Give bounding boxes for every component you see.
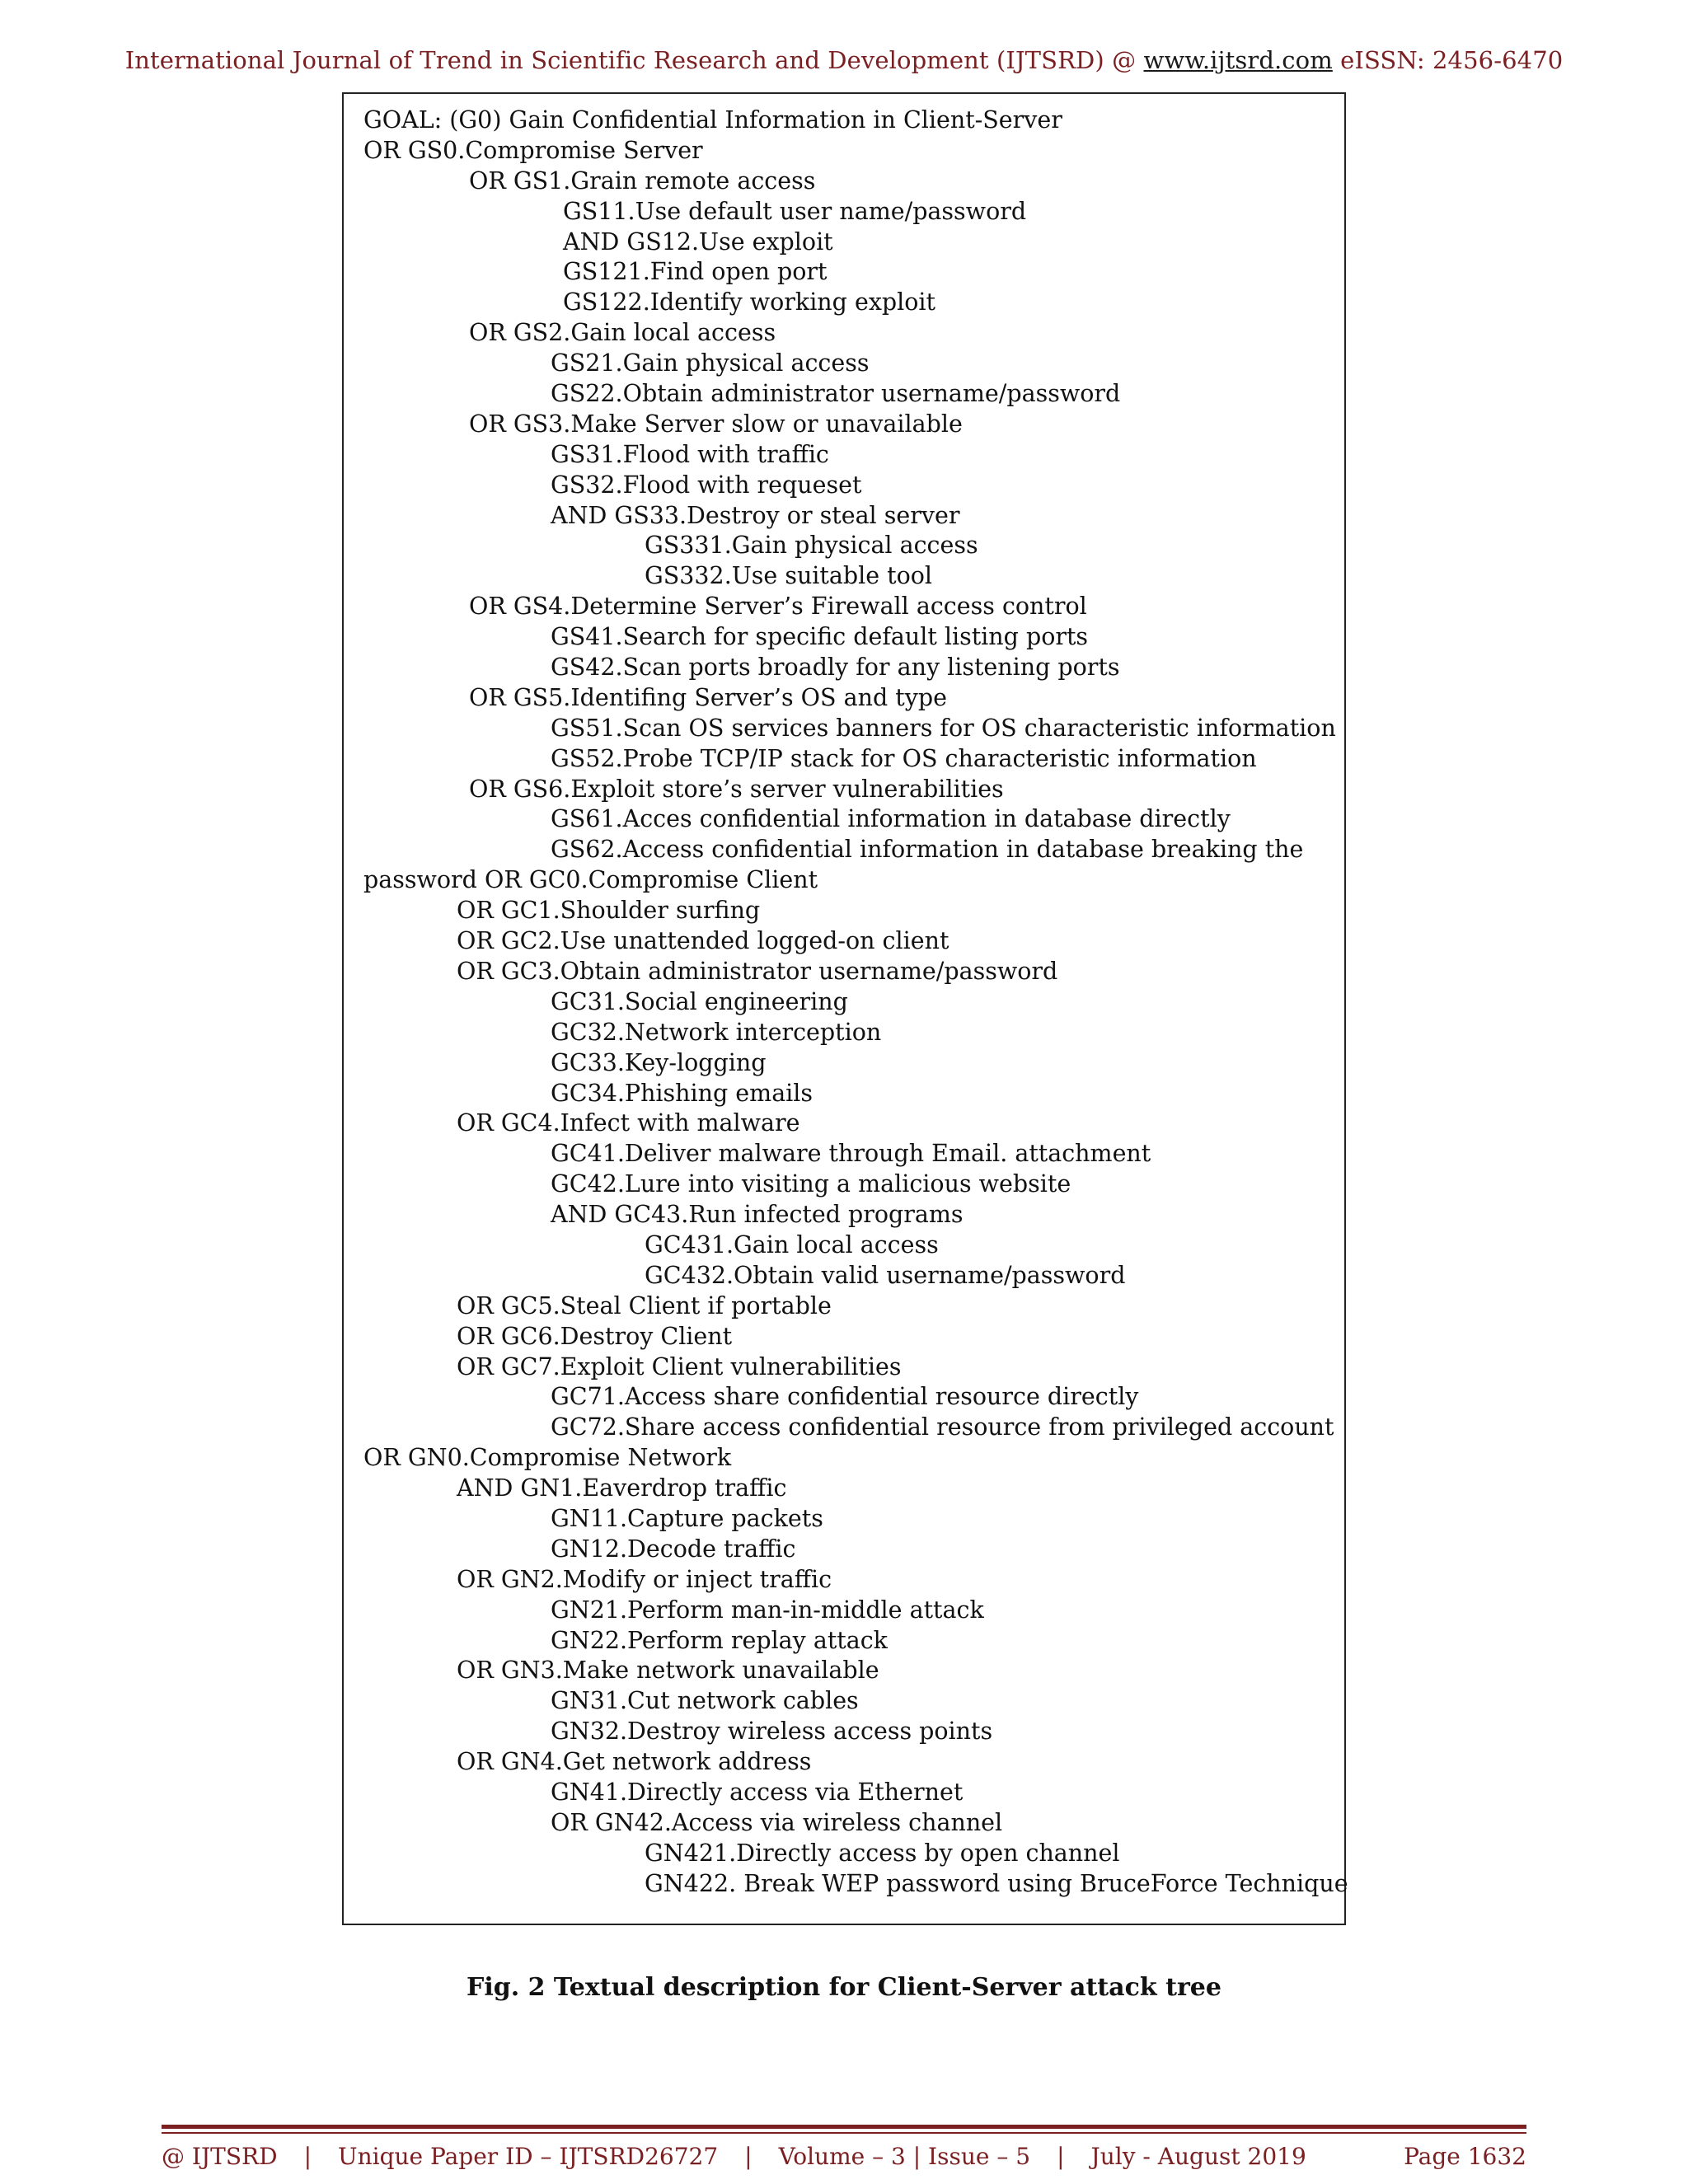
tree-line: GS41.Search for specific default listing ports — [551, 623, 1089, 651]
tree-line: OR GN2.Modify or inject traffic — [457, 1565, 832, 1593]
tree-line: password OR GC0.Compromise Client — [363, 866, 818, 894]
tree-line: GS32.Flood with requeset — [551, 471, 862, 499]
tree-line: GN41.Directly access via Ethernet — [551, 1778, 964, 1806]
tree-line: AND GS33.Destroy or steal server — [551, 501, 960, 529]
tree-line: GS61.Acces confidential information in database directly — [551, 805, 1231, 833]
tree-line: GN422. Break WEP password using BruceForce Technique — [645, 1869, 1348, 1897]
footer-rule — [162, 2125, 1526, 2129]
tree-line: GS22.Obtain administrator username/password — [551, 380, 1121, 408]
tree-line: OR GC2.Use unattended logged-on client — [457, 927, 950, 955]
attack-tree-text — [363, 105, 1348, 1900]
tree-line: OR GC3.Obtain administrator username/password — [457, 957, 1058, 985]
tree-line: GC432.Obtain valid username/password — [645, 1261, 1126, 1289]
attack-tree-figure — [342, 92, 1346, 1925]
page-footer — [162, 2139, 1526, 2172]
footer-page-number: Page 1632 — [1404, 2142, 1526, 2170]
tree-line: OR GC7.Exploit Client vulnerabilities — [457, 1352, 902, 1380]
tree-line: GC31.Social engineering — [551, 987, 848, 1015]
tree-line: GC42.Lure into visiting a malicious website — [551, 1170, 1071, 1198]
tree-line: GN32.Destroy wireless access points — [551, 1718, 993, 1746]
tree-line: GS121.Find open port — [563, 258, 828, 286]
tree-line: OR GS3.Make Server slow or unavailable — [469, 410, 963, 438]
figure-caption: Fig. 2 Textual description for Client-Server attack tree — [467, 1973, 1221, 2002]
tree-line: GC41.Deliver malware through Email. attachment — [551, 1140, 1151, 1168]
tree-line: OR GS1.Grain remote access — [469, 166, 816, 194]
running-header — [0, 46, 1688, 74]
tree-line: OR GS4.Determine Server’s Firewall access control — [469, 593, 1087, 621]
tree-line: GS51.Scan OS services banners for OS characteristic information — [551, 714, 1336, 742]
header-issn: eISSN: 2456-6470 — [1332, 46, 1564, 74]
tree-line: GS21.Gain physical access — [551, 349, 870, 377]
tree-line: OR GC4.Infect with malware — [457, 1109, 800, 1137]
tree-line: GS42.Scan ports broadly for any listening ports — [551, 654, 1120, 682]
tree-line: GS331.Gain physical access — [645, 532, 978, 560]
tree-line: AND GN1.Eaverdrop traffic — [457, 1474, 787, 1502]
tree-line: GN22.Perform replay attack — [551, 1626, 888, 1654]
tree-line: GN12.Decode traffic — [551, 1535, 796, 1563]
tree-line: GC33.Key-logging — [551, 1048, 767, 1076]
tree-line: GN21.Perform man-in-middle attack — [551, 1596, 984, 1624]
tree-line: GS62.Access confidential information in database breaking the — [551, 836, 1304, 864]
tree-line: OR GN4.Get network address — [457, 1748, 812, 1776]
footer-separator: | — [1057, 2142, 1065, 2170]
tree-line: OR GC1.Shoulder surfing — [457, 897, 761, 925]
tree-line: AND GS12.Use exploit — [563, 227, 833, 255]
tree-line: OR GS5.Identifing Server’s OS and type — [469, 683, 947, 711]
footer-date: July - August 2019 — [1090, 2142, 1306, 2170]
tree-line: GC32.Network interception — [551, 1018, 882, 1046]
tree-line: OR GS6.Exploit store’s server vulnerabilities — [469, 775, 1004, 803]
tree-line: OR GS0.Compromise Server — [363, 136, 703, 164]
footer-paper-id: Unique Paper ID – IJTSRD26727 — [338, 2142, 719, 2170]
tree-line: GC431.Gain local access — [645, 1230, 939, 1258]
tree-line: GS122.Identify working exploit — [563, 288, 935, 316]
tree-line: GOAL: (G0) Gain Confidential Information in Client-Server — [363, 106, 1062, 134]
tree-line: OR GN42.Access via wireless channel — [551, 1808, 1003, 1836]
tree-line: OR GC6.Destroy Client — [457, 1322, 733, 1350]
tree-line: GS52.Probe TCP/IP stack for OS characteristic information — [551, 744, 1257, 772]
tree-line: OR GN0.Compromise Network — [363, 1444, 732, 1472]
tree-line: OR GN3.Make network unavailable — [457, 1657, 879, 1685]
tree-line: GS11.Use default user name/password — [563, 197, 1027, 225]
journal-website-link[interactable]: www.ijtsrd.com — [1143, 46, 1333, 74]
tree-line: GN421.Directly access by open channel — [645, 1839, 1120, 1867]
tree-line: GN31.Cut network cables — [551, 1687, 859, 1715]
tree-line: GC71.Access share confidential resource directly — [551, 1383, 1139, 1411]
tree-line: AND GC43.Run infected programs — [551, 1201, 964, 1229]
footer-journal: @ IJTSRD — [162, 2142, 278, 2170]
footer-volume-issue: Volume – 3 | Issue – 5 — [778, 2142, 1031, 2170]
footer-left-group — [162, 2143, 1306, 2170]
tree-line: GS31.Flood with traffic — [551, 440, 829, 468]
tree-line: OR GS2.Gain local access — [469, 319, 776, 347]
tree-line: OR GC5.Steal Client if portable — [457, 1291, 832, 1319]
tree-line: GC72.Share access confidential resource from privileged account — [551, 1413, 1334, 1441]
footer-separator: | — [744, 2142, 753, 2170]
tree-line: GN11.Capture packets — [551, 1504, 823, 1532]
tree-line: GC34.Phishing emails — [551, 1079, 814, 1107]
header-journal-title: International Journal of Trend in Scientific Research and Development (IJTSRD) @ — [124, 46, 1144, 74]
tree-line: GS332.Use suitable tool — [645, 562, 933, 590]
footer-rule-thin — [162, 2132, 1526, 2134]
footer-separator: | — [303, 2142, 312, 2170]
